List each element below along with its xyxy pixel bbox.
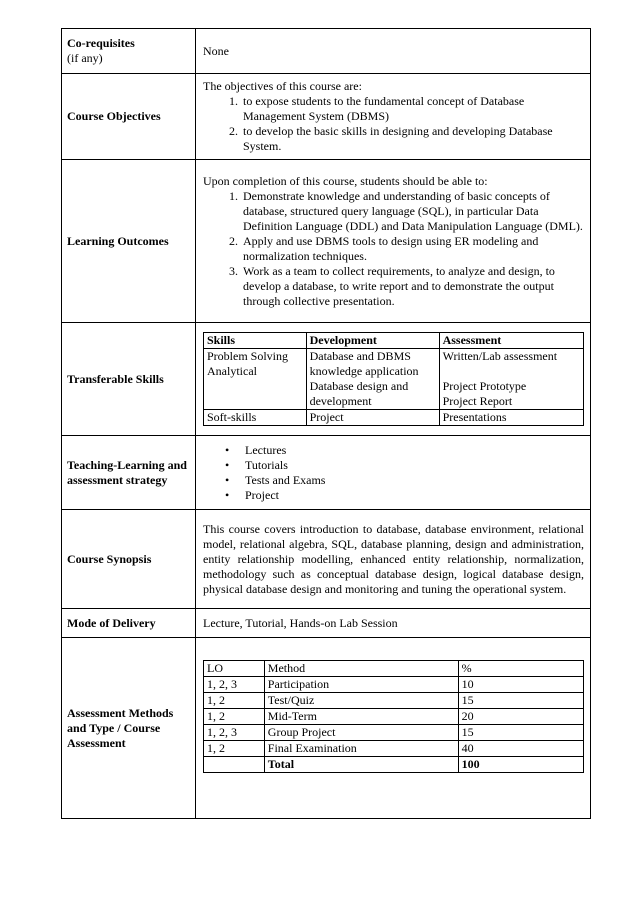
row-delivery xyxy=(62,609,591,638)
assessment-header-pct: % xyxy=(458,661,583,677)
skills-cell-skill xyxy=(204,349,307,410)
skills-header-skills: Skills xyxy=(204,333,307,349)
skills-label: Transferable Skills xyxy=(62,323,196,436)
cell-lo: 1, 2 xyxy=(204,741,265,757)
outcomes-cell xyxy=(196,160,591,323)
list-item: • Lectures xyxy=(241,443,584,458)
cell-lo xyxy=(204,757,265,773)
cell-pct: 20 xyxy=(458,709,583,725)
cell-text: Project Report xyxy=(442,394,513,408)
objectives-cell xyxy=(196,74,591,160)
cell-pct: 10 xyxy=(458,677,583,693)
skills-cell xyxy=(196,323,591,436)
skills-header-assessment: Assessment xyxy=(439,333,583,349)
teaching-cell xyxy=(196,436,591,510)
table-header-row xyxy=(204,661,584,677)
cell-pct: 40 xyxy=(458,741,583,757)
synopsis-text: This course covers introduction to database, database environment, relational model, relational algebra, SQL, database planning, design and administration, entity relationship modelling, enhanced entity relationship, normalization, methodology such as conceptual database design, logical database design, physical database design and monitoring and tuning the operational system. xyxy=(196,510,591,609)
row-synopsis xyxy=(62,510,591,609)
total-value: 100 xyxy=(458,757,583,773)
cell-pct: 15 xyxy=(458,693,583,709)
row-objectives xyxy=(62,74,591,160)
cell-method: Test/Quiz xyxy=(264,693,458,709)
cell-lo: 1, 2 xyxy=(204,693,265,709)
delivery-label: Mode of Delivery xyxy=(62,609,196,638)
teaching-label: Teaching-Learning and assessment strategy xyxy=(62,436,196,510)
total-row xyxy=(204,757,584,773)
cell-method: Participation xyxy=(264,677,458,693)
list-item: 1. Demonstrate knowledge and understanding of basic concepts of database, structured query language (SQL), in particular Data Definition Language (DDL) and Data Manipulation Language (DML). xyxy=(241,189,584,234)
outcomes-intro: Upon completion of this course, students should be able to: xyxy=(203,173,488,188)
total-label: Total xyxy=(264,757,458,773)
list-item: • Project xyxy=(241,488,584,503)
table-row xyxy=(204,349,584,410)
table-row xyxy=(204,725,584,741)
cell-lo: 1, 2 xyxy=(204,709,265,725)
assessment-cell xyxy=(196,638,591,819)
outcomes-label: Learning Outcomes xyxy=(62,160,196,323)
list-item: • Tests and Exams xyxy=(241,473,584,488)
row-skills xyxy=(62,323,591,436)
skills-table xyxy=(203,332,584,426)
table-row xyxy=(204,693,584,709)
delivery-value: Lecture, Tutorial, Hands-on Lab Session xyxy=(196,609,591,638)
table-row xyxy=(204,410,584,426)
coreq-label-cell xyxy=(62,29,196,74)
list-item: 2. Apply and use DBMS tools to design using ER modeling and normalization techniques. xyxy=(241,234,584,264)
row-teaching xyxy=(62,436,591,510)
cell-text: Database design and development xyxy=(309,379,409,408)
assessment-header-method: Method xyxy=(264,661,458,677)
table-row xyxy=(204,709,584,725)
coreq-sublabel: (if any) xyxy=(67,51,103,65)
assessment-label: Assessment Methods and Type / Course Assessment xyxy=(62,638,196,819)
cell-text: Problem Solving xyxy=(207,349,289,363)
list-item: 2. to develop the basic skills in designing and developing Database System. xyxy=(241,124,584,154)
course-info-table xyxy=(61,28,591,819)
row-assessment xyxy=(62,638,591,819)
objectives-list xyxy=(203,94,584,154)
row-outcomes xyxy=(62,160,591,323)
skills-cell-development: Project xyxy=(306,410,439,426)
cell-text: Written/Lab assessment xyxy=(442,349,558,363)
cell-method: Mid-Term xyxy=(264,709,458,725)
objectives-label: Course Objectives xyxy=(62,74,196,160)
skills-cell-assessment xyxy=(439,349,583,410)
table-row xyxy=(204,741,584,757)
cell-method: Final Examination xyxy=(264,741,458,757)
assessment-table xyxy=(203,660,584,773)
objectives-intro: The objectives of this course are: xyxy=(203,79,362,93)
skills-cell-skill: Soft-skills xyxy=(204,410,307,426)
list-item: 1. to expose students to the fundamental concept of Database Management System (DBMS) xyxy=(241,94,584,124)
cell-lo: 1, 2, 3 xyxy=(204,677,265,693)
table-header-row xyxy=(204,333,584,349)
list-item: 3. Work as a team to collect requirements, to analyze and design, to develop a database, to write report and to demonstrate the output through collective presentation. xyxy=(241,264,584,309)
coreq-value: None xyxy=(196,29,591,74)
cell-method: Group Project xyxy=(264,725,458,741)
synopsis-label: Course Synopsis xyxy=(62,510,196,609)
skills-header-development: Development xyxy=(306,333,439,349)
cell-pct: 15 xyxy=(458,725,583,741)
outcomes-list xyxy=(203,189,584,309)
row-coreq xyxy=(62,29,591,74)
list-item: • Tutorials xyxy=(241,458,584,473)
skills-cell-assessment: Presentations xyxy=(439,410,583,426)
cell-text: Project Prototype xyxy=(442,379,527,393)
assessment-header-lo: LO xyxy=(204,661,265,677)
skills-cell-development xyxy=(306,349,439,410)
teaching-list xyxy=(203,443,584,503)
cell-text: Analytical xyxy=(207,364,257,378)
coreq-label: Co-requisites xyxy=(67,36,135,50)
cell-lo: 1, 2, 3 xyxy=(204,725,265,741)
table-row xyxy=(204,677,584,693)
cell-text: Database and DBMS knowledge application xyxy=(309,349,419,378)
